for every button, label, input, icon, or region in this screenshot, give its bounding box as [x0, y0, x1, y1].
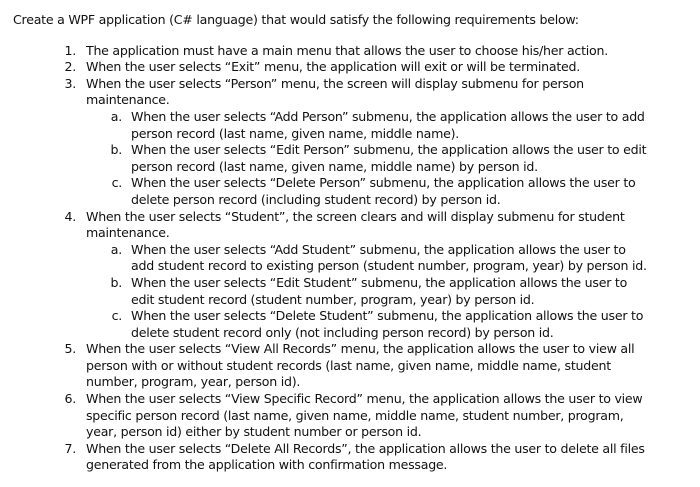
text-line: When the user selects “Delete All Records”, the application allows the user to delete all files	[86, 440, 645, 456]
intro-text: Create a WPF application (C# language) that would satisfy the following requirements below:	[13, 12, 579, 27]
item-text	[86, 209, 692, 242]
sub-item	[13, 142, 692, 175]
item-text	[86, 59, 692, 76]
sub-item-text	[131, 275, 692, 308]
text-line: maintenance.	[86, 225, 170, 241]
item-text	[86, 441, 692, 474]
sub-item-text	[131, 308, 692, 341]
item-number: 7.	[64, 440, 76, 456]
text-line: When the user selects “Add Student” submenu, the application allows the user to	[131, 241, 626, 257]
list-item	[13, 76, 692, 109]
item-text	[86, 341, 692, 391]
text-line: generated from the application with confirmation message.	[86, 457, 448, 473]
sub-item-letter: c.	[111, 175, 122, 191]
text-line: When the user selects “Edit Person” submenu, the application allows the user to edit	[131, 142, 647, 158]
sub-item-letter: b.	[110, 142, 122, 158]
list-item	[13, 59, 692, 76]
text-line: delete student record only (not including person record) by person id.	[131, 324, 554, 340]
text-line: edit student record (student number, program, year) by person id.	[131, 291, 535, 307]
list-item	[13, 441, 692, 474]
sub-item	[13, 109, 692, 142]
item-number: 2.	[64, 59, 76, 75]
sub-item-text	[131, 109, 692, 142]
text-line: add student record to existing person (student number, program, year) by person id.	[131, 258, 647, 274]
item-number: 5.	[64, 341, 76, 357]
sub-item	[13, 275, 692, 308]
item-text	[86, 391, 692, 441]
text-line: person with or without student records (last name, given name, middle name, student	[86, 357, 611, 373]
text-line: number, program, year, person id).	[86, 374, 301, 390]
sub-item-letter: a.	[110, 108, 122, 124]
sub-item	[13, 242, 692, 275]
text-line: When the user selects “Delete Student” submenu, the application allows the user to	[131, 308, 644, 324]
text-line: When the user selects “Edit Student” submenu, the application allows the user to	[131, 274, 628, 290]
sub-item-text	[131, 242, 692, 275]
sub-item-letter: b.	[110, 274, 122, 290]
item-text	[86, 43, 692, 60]
sub-item-letter: c.	[111, 308, 122, 324]
text-line: specific person record (last name, given name, middle name, student number, program,	[86, 407, 624, 423]
item-number: 1.	[64, 42, 76, 58]
text-line: When the user selects “View All Records” menu, the application allows the user to view all	[86, 341, 635, 357]
text-line: When the user selects “Delete Person” submenu, the application allows the user to	[131, 175, 636, 191]
text-line: year, person id) either by student number or person id.	[86, 424, 422, 440]
sub-item	[13, 175, 692, 208]
text-line: When the user selects “Add Person” submenu, the application allows the user to add	[131, 108, 645, 124]
item-text	[86, 76, 692, 109]
text-line: person record (last name, given name, middle name) by person id.	[131, 158, 538, 174]
requirements-list	[13, 43, 692, 474]
list-item	[13, 341, 692, 391]
text-line: When the user selects “Student”, the screen clears and will display submenu for student	[86, 208, 625, 224]
item-number: 6.	[64, 391, 76, 407]
item-number: 3.	[64, 75, 76, 91]
sub-item-text	[131, 175, 692, 208]
list-item	[13, 43, 692, 60]
text-line: When the user selects “Exit” menu, the application will exit or will be terminated.	[86, 59, 581, 75]
text-line: When the user selects “Person” menu, the screen will display submenu for person	[86, 75, 584, 91]
text-line: The application must have a main menu that allows the user to choose his/her action.	[86, 42, 608, 58]
sub-item-text	[131, 142, 692, 175]
text-line: person record (last name, given name, middle name).	[131, 125, 460, 141]
sub-item-letter: a.	[110, 241, 122, 257]
text-line: delete person record (including student record) by person id.	[131, 191, 501, 207]
item-number: 4.	[64, 208, 76, 224]
list-item	[13, 391, 692, 441]
text-line: maintenance.	[86, 92, 170, 108]
sub-item	[13, 308, 692, 341]
text-line: When the user selects “View Specific Record” menu, the application allows the user to view	[86, 391, 643, 407]
list-item	[13, 209, 692, 242]
